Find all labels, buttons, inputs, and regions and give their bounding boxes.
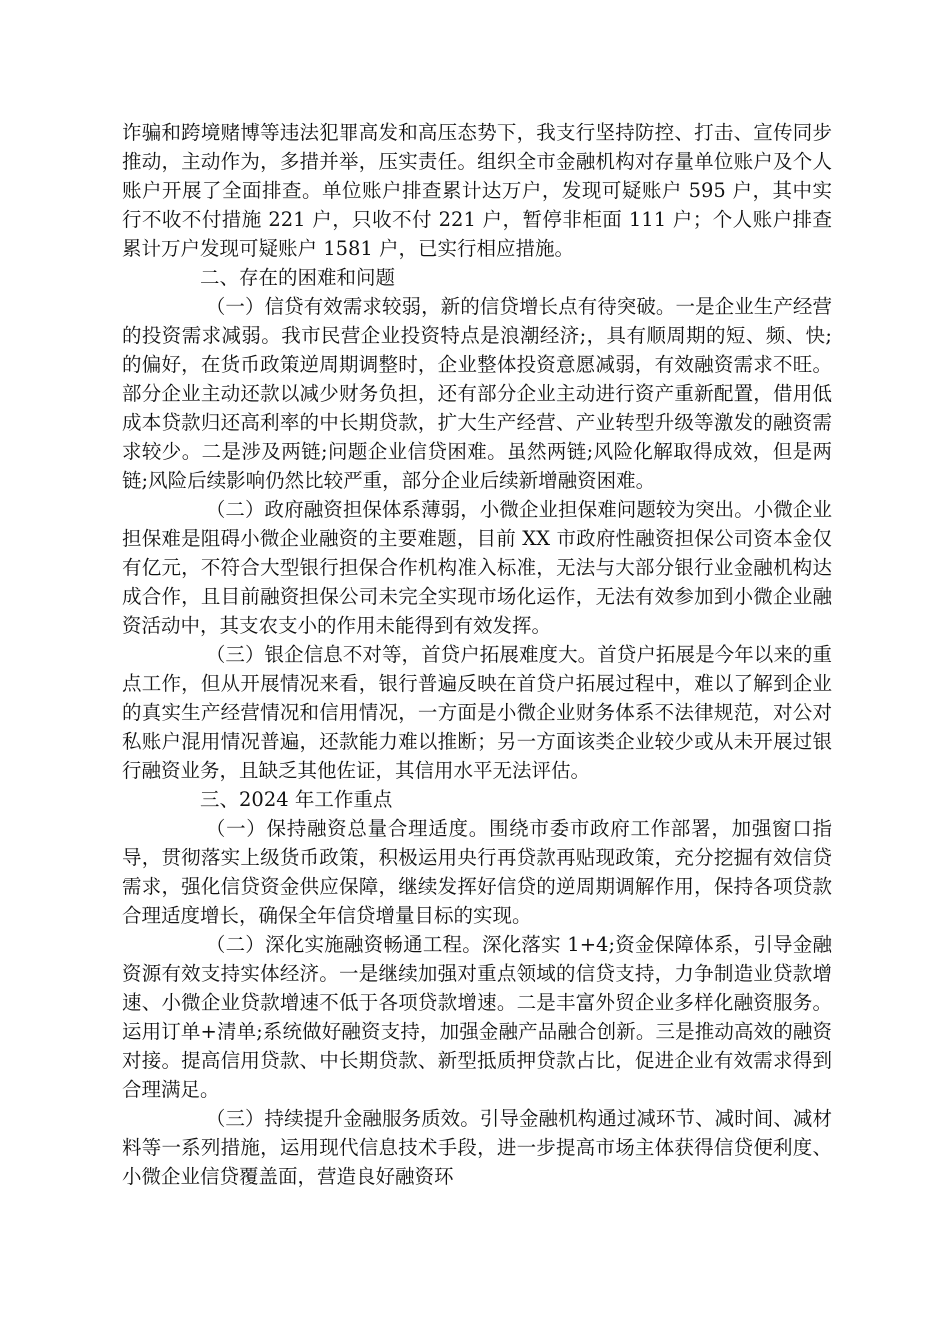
intro-paragraph: 诈骗和跨境赌博等违法犯罪高发和高压态势下，我支行坚持防控、打击、宣传同步推动，主动作为，多措并举，压实责任。组织全市金融机构对存量单位账户及个人账户开展了全面排查。单位账户排查累计达万户，发现可疑账户 595 户，其中实行不收不付措施 221 户，只收不付 221 户，暂停非柜面 111 户；个人账户排查累计万户发现可疑账户 1581 户，已实行相应措施。 (122, 121, 832, 260)
section-2-item-1: （一）信贷有效需求较弱，新的信贷增长点有待突破。一是企业生产经营的投资需求减弱。我市民营企业投资特点是浪潮经济;，具有顺周期的短、频、快;的偏好，在货币政策逆周期调整时，企业整体投资意愿减弱，有效融资需求不旺。部分企业主动还款以减少财务负担，还有部分企业主动进行资产重新配置，借用低成本贷款归还高利率的中长期贷款，扩大生产经营、产业转型升级等激发的融资需求较少。二是涉及两链;问题企业信贷困难。虽然两链;风险化解取得成效，但是两链;风险后续影响仍然比较严重，部分企业后续新增融资困难。 (122, 295, 832, 492)
document-page (122, 118, 832, 1191)
section-2-heading: 二、存在的困难和问题 (200, 266, 396, 289)
section-3-item-1: （一）保持融资总量合理适度。围绕市委市政府工作部署，加强窗口指导，贯彻落实上级货币政策，积极运用央行再贷款再贴现政策，充分挖掘有效信贷需求，强化信贷资金供应保障，继续发挥好信贷的逆周期调解作用，保持各项贷款合理适度增长，确保全年信贷增量目标的实现。 (122, 817, 832, 927)
section-3-item-3: （三）持续提升金融服务质效。引导金融机构通过减环节、减时间、减材料等一系列措施，运用现代信息技术手段，进一步提高市场主体获得信贷便利度、小微企业信贷覆盖面，营造良好融资环 (122, 1107, 832, 1188)
section-2-item-3: （三）银企信息不对等，首贷户拓展难度大。首贷户拓展是今年以来的重点工作，但从开展情况来看，银行普遍反映在首贷户拓展过程中，难以了解到企业的真实生产经营情况和信用情况，一方面是小微企业财务体系不法律规范，对公对私账户混用情况普遍，还款能力难以推断；另一方面该类企业较少或从未开展过银行融资业务，且缺乏其他佐证，其信用水平无法评估。 (122, 643, 832, 782)
section-2-item-2: （二）政府融资担保体系薄弱，小微企业担保难问题较为突出。小微企业担保难是阻碍小微企业融资的主要难题，目前 XX 市政府性融资担保公司资本金仅有亿元，不符合大型银行担保合作机构准入标准，无法与大部分银行业金融机构达成合作，且目前融资担保公司未完全实现市场化运作，无法有效参加到小微企业融资活动中，其支农支小的作用未能得到有效发挥。 (122, 498, 832, 637)
section-3-item-2: （二）深化实施融资畅通工程。深化落实 1+4;资金保障体系，引导金融资源有效支持实体经济。一是继续加强对重点领域的信贷支持，力争制造业贷款增速、小微企业贷款增速不低于各项贷款增速。二是丰富外贸企业多样化融资服务。运用订单+清单;系统做好融资支持，加强金融产品融合创新。三是推动高效的融资对接。提高信用贷款、中长期贷款、新型抵质押贷款占比，促进企业有效需求得到合理满足。 (122, 933, 832, 1101)
section-3-heading: 三、2024 年工作重点 (200, 788, 393, 811)
